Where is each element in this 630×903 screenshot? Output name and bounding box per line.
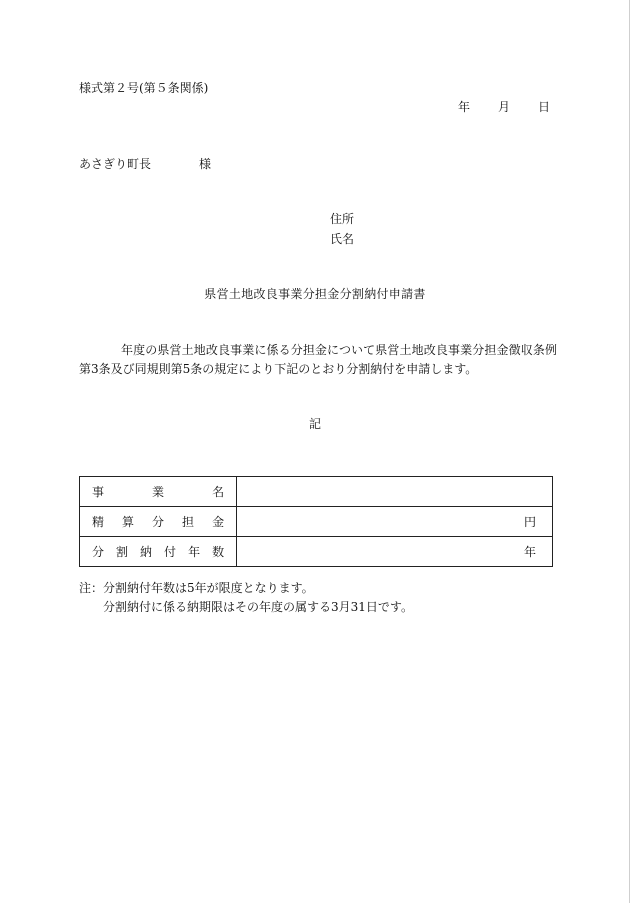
date-year: 年 <box>458 100 471 114</box>
label-char: 付 <box>164 545 177 559</box>
applicant-name-label: 氏名 <box>330 232 355 246</box>
table-row-unit: 年 <box>523 545 536 559</box>
date-day: 日 <box>538 100 551 114</box>
table-row <box>80 537 553 567</box>
form-number: 様式第２号(第５条関係) <box>79 81 209 95</box>
label-char: 精 <box>92 515 105 529</box>
applicant-address-label: 住所 <box>330 212 355 226</box>
label-char: 年 <box>188 545 201 559</box>
table-row-label-text <box>80 483 236 500</box>
table-row-label <box>80 537 237 567</box>
document-title: 県営土地改良事業分担金分割納付申請書 <box>204 287 426 301</box>
table-row-value[interactable] <box>237 537 553 567</box>
table-row-value[interactable] <box>237 507 553 537</box>
table-row-label-text <box>80 513 236 530</box>
details-table <box>79 476 553 567</box>
label-char: 分 <box>92 545 105 559</box>
label-char: 事 <box>92 485 105 499</box>
ki-heading: 記 <box>308 417 321 431</box>
label-char: 数 <box>212 545 225 559</box>
label-char: 算 <box>122 515 135 529</box>
label-char: 割 <box>116 545 129 559</box>
addressee-recipient: あさぎり町長 <box>79 157 152 171</box>
label-char: 名 <box>212 485 225 499</box>
table-row-value[interactable] <box>237 477 553 507</box>
label-char: 金 <box>212 515 225 529</box>
table-row-unit: 円 <box>523 515 536 529</box>
table-row <box>80 507 553 537</box>
table-row-label-text <box>80 543 236 560</box>
table-row-label <box>80 477 237 507</box>
note-2: 分割納付に係る納期限はその年度の属する3月31日です。 <box>103 600 413 614</box>
date-month: 月 <box>498 100 511 114</box>
note-1: 注：分割納付年数は5年が限度となります。 <box>79 581 314 595</box>
label-char: 分 <box>152 515 165 529</box>
table-row <box>80 477 553 507</box>
date-line <box>458 99 550 115</box>
addressee <box>79 156 211 172</box>
label-char: 納 <box>140 545 153 559</box>
body-paragraph: 年度の県営土地改良事業に係る分担金について県営土地改良事業分担金徴収条例第3条及び同規則第5条の規定により下記のとおり分割納付を申請します。 <box>79 343 557 376</box>
label-char: 業 <box>152 485 165 499</box>
label-char: 担 <box>182 515 195 529</box>
table-row-label <box>80 507 237 537</box>
addressee-honorific: 様 <box>199 157 212 171</box>
